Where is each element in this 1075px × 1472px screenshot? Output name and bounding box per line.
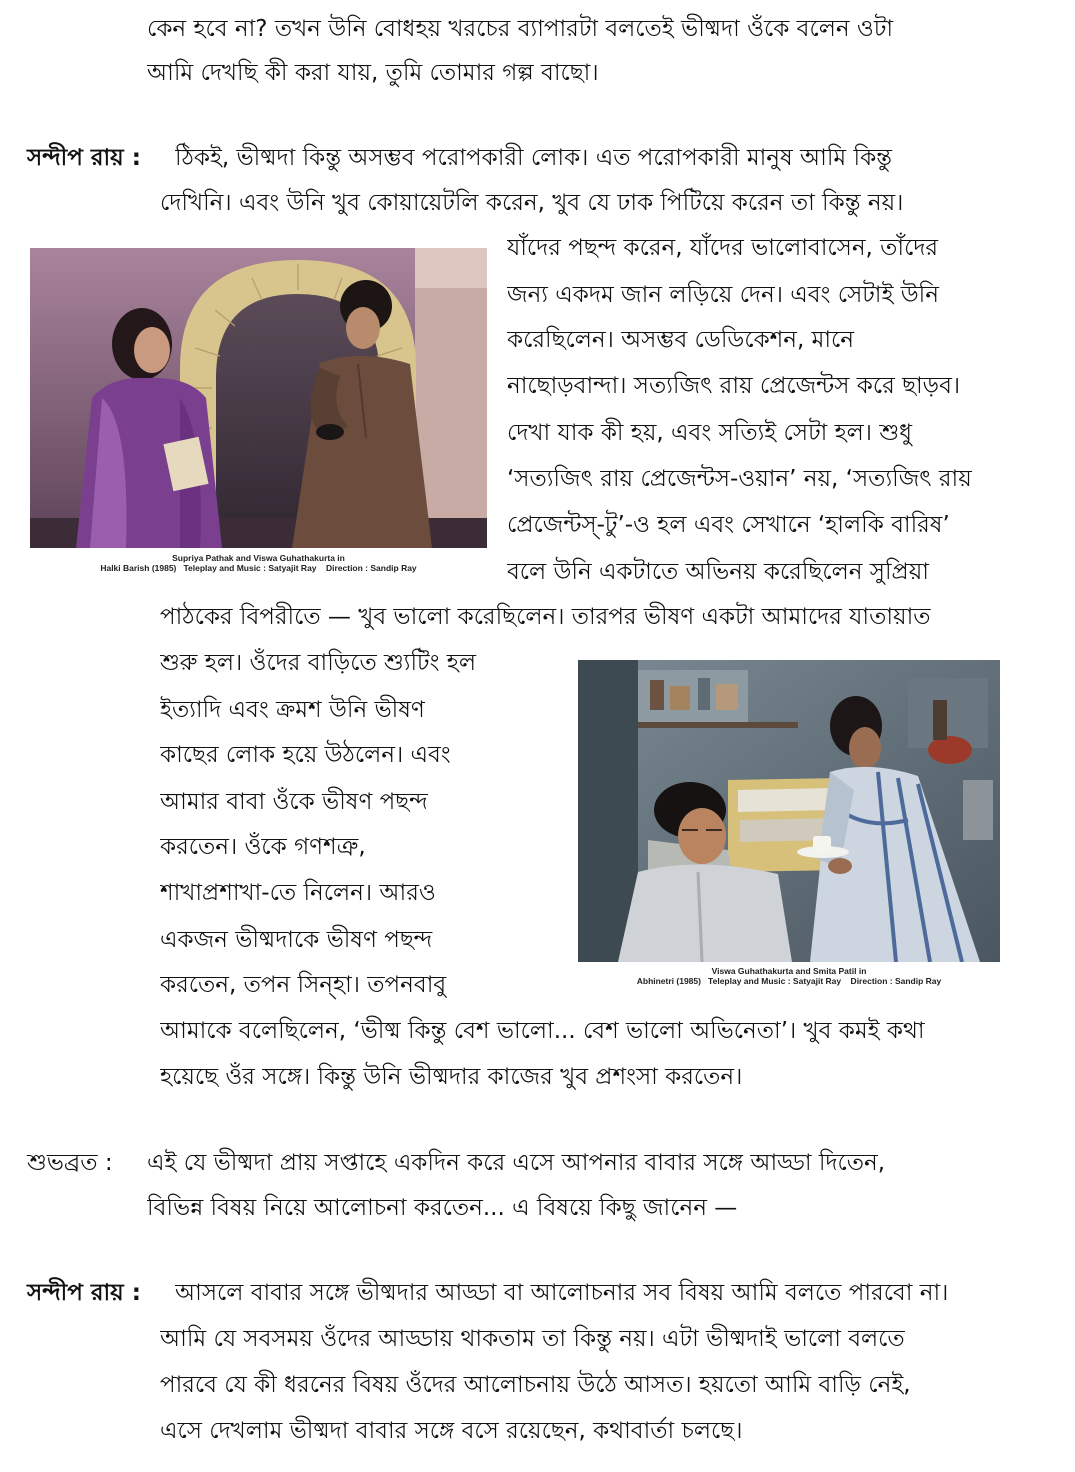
- left-column-line-2: ইত্যাদি এবং ক্রমশ উনি ভীষণ: [160, 697, 425, 723]
- closing-line-2: হয়েছে ওঁর সঙ্গে। কিন্তু উনি ভীষ্মদার কাজের খুব প্রশংসা করতেন।: [160, 1064, 743, 1090]
- photo-halki-barish-caption-line-1: Supriya Pathak and Viswa Guhathakurta in: [172, 553, 345, 563]
- closing-line-1: আমাকে বলেছিলেন, ‘ভীষ্ম কিন্তু বেশ ভালো... বেশ ভালো অভিনেতা’। খুব কমই কথা: [160, 1018, 925, 1044]
- paragraph-4-line-1: আসলে বাবার সঙ্গে ভীষ্মদার আড্ডা বা আলোচনার সব বিষয় আমি বলতে পারবো না।: [175, 1280, 949, 1306]
- paragraph-2-line-2: দেখিনি। এবং উনি খুব কোয়ায়েটলি করেন, খুব যে ঢাক পিটিয়ে করেন তা কিন্তু নয়।: [160, 190, 904, 216]
- paragraph-3-line-2: বিভিন্ন বিষয় নিয়ে আলোচনা করতেন... এ বিষয়ে কিছু জানেন —: [147, 1195, 738, 1221]
- left-column-line-6: শাখাপ্রশাখা-তে নিলেন। আরও: [160, 880, 436, 906]
- paragraph-4-line-3: পারবে যে কী ধরনের বিষয় ওঁদের আলোচনায় উঠে আসত। হয়তো আমি বাড়ি নেই,: [160, 1372, 911, 1398]
- right-column-line-8: বলে উনি একটাতে অভিনয় করেছিলেন সুপ্রিয়া: [507, 559, 929, 585]
- speaker-shubhabrata: শুভব্রত :: [27, 1150, 113, 1176]
- paragraph-3-line-1: এই যে ভীষ্মদা প্রায় সপ্তাহে একদিন করে এসে আপনার বাবার সঙ্গে আড্ডা দিতেন,: [147, 1150, 886, 1176]
- left-column-line-1: শুরু হল। ওঁদের বাড়িতে শ্যুটিং হল: [160, 650, 477, 676]
- photo-halki-barish: [30, 248, 487, 548]
- left-column-line-5: করতেন। ওঁকে গণশত্রু,: [160, 834, 366, 860]
- photo-abhinetri-caption-line-2: Abhinetri (1985) Teleplay and Music : Satyajit Ray Direction : Sandip Ray: [636, 976, 942, 986]
- right-column-line-5: দেখা যাক কী হয়, এবং সত্যিই সেটা হল। শুধু: [507, 420, 913, 446]
- photo-abhinetri-caption-line-1: Viswa Guhathakurta and Smita Patil in: [711, 966, 867, 976]
- right-column-line-6: ‘সত্যজিৎ রায় প্রেজেন্টস-ওয়ান’ নয়, ‘সত্যজিৎ রায়: [507, 466, 972, 492]
- right-column-line-1: যাঁদের পছন্দ করেন, যাঁদের ভালোবাসেন, তাঁদের: [507, 235, 939, 261]
- bridge-line: পাঠকের বিপরীতে — খুব ভালো করেছিলেন। তারপর ভীষণ একটা আমাদের যাতায়াত: [160, 604, 931, 630]
- right-column-line-3: করেছিলেন। অসম্ভব ডেডিকেশন, মানে: [507, 327, 855, 353]
- paragraph-1-line-1: কেন হবে না? তখন উনি বোধহয় খরচের ব্যাপারটা বলতেই ভীষ্মদা ওঁকে বলেন ওটা: [147, 16, 894, 42]
- paragraph-1-line-2: আমি দেখছি কী করা যায়, তুমি তোমার গল্প বাছো।: [147, 60, 599, 86]
- right-column-line-4: নাছোড়বান্দা। সত্যজিৎ রায় প্রেজেন্টস করে ছাড়ব।: [507, 373, 961, 399]
- speaker-sandip-ray-1: সন্দীপ রায় :: [27, 145, 141, 171]
- speaker-sandip-ray-2: সন্দীপ রায় :: [27, 1280, 141, 1306]
- photo-halki-barish-image: [30, 248, 487, 548]
- paragraph-4-line-2: আমি যে সবসময় ওঁদের আড্ডায় থাকতাম তা কিন্তু নয়। এটা ভীষ্মদাই ভালো বলতে: [160, 1326, 905, 1352]
- photo-halki-barish-caption-line-2: Halki Barish (1985) Teleplay and Music : Satyajit Ray Direction : Sandip Ray: [100, 563, 417, 573]
- left-column-line-4: আমার বাবা ওঁকে ভীষণ পছন্দ: [160, 789, 428, 815]
- photo-abhinetri-image: [578, 660, 1000, 962]
- left-column-line-3: কাছের লোক হয়ে উঠলেন। এবং: [160, 742, 451, 768]
- left-column-line-8: করতেন, তপন সিন্হা। তপনবাবু: [160, 972, 447, 998]
- photo-abhinetri: [578, 660, 1000, 962]
- left-column-line-7: একজন ভীষ্মদাকে ভীষণ পছন্দ: [160, 927, 433, 953]
- paragraph-2-line-1: ঠিকই, ভীষ্মদা কিন্তু অসম্ভব পরোপকারী লোক। এত পরোপকারী মানুষ আমি কিন্তু: [175, 145, 893, 171]
- right-column-line-7: প্রেজেন্টস্-টু’-ও হল এবং সেখানে ‘হালকি বারিষ’: [507, 512, 950, 538]
- paragraph-4-line-4: এসে দেখলাম ভীষ্মদা বাবার সঙ্গে বসে রয়েছেন, কথাবার্তা চলছে।: [160, 1418, 743, 1444]
- right-column-line-2: জন্য একদম জান লড়িয়ে দেন। এবং সেটাই উনি: [507, 282, 939, 308]
